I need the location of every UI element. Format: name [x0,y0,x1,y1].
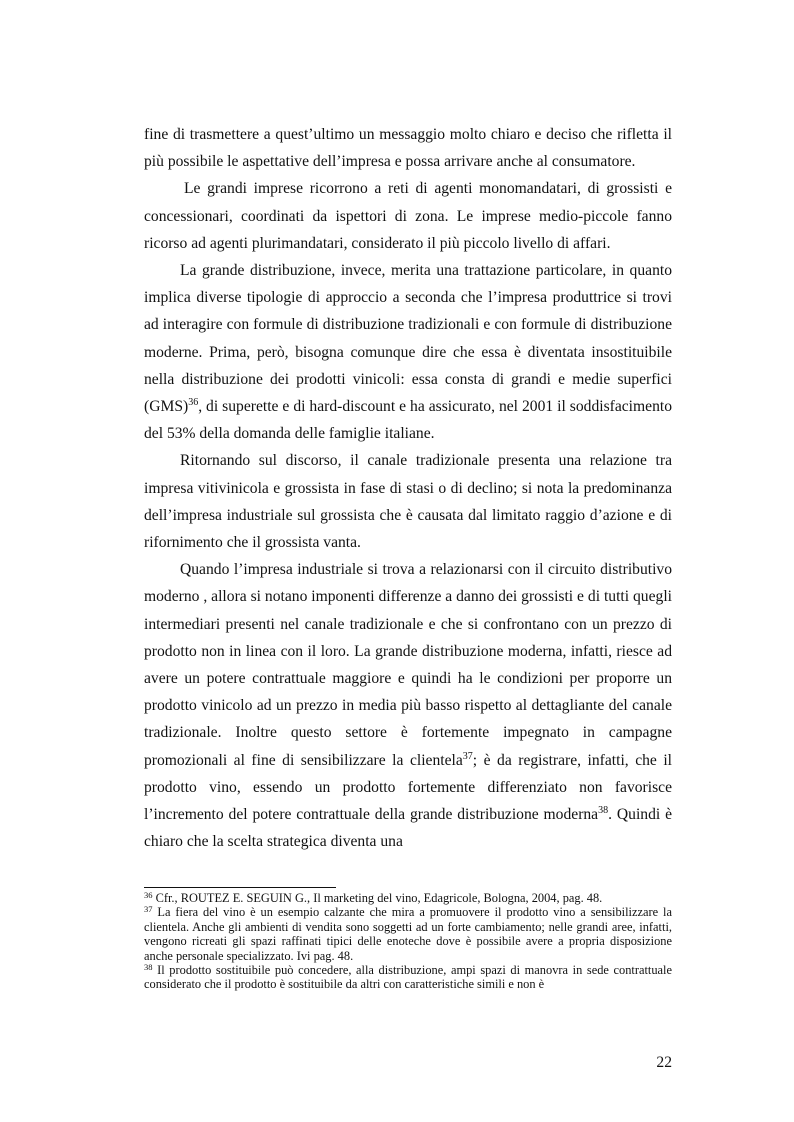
footnote-number: 38 [144,962,153,973]
paragraph: Le grandi imprese ricorrono a reti di agenti monomandatari, di grossisti e concessionari, coordinati da ispettori di zona. Le imprese medio-piccole fanno ricorso ad agenti plurimandatari, considerato il più piccolo livello di affari. [144,180,672,252]
footnote-ref[interactable]: 37 [462,750,473,762]
footnote-ref[interactable]: 36 [188,397,199,409]
footnote-ref[interactable]: 38 [598,805,609,817]
footnote-separator [144,887,336,888]
paragraph: La grande distribuzione, invece, merita una trattazione particolare, in quanto implica diverse tipologie di approccio a seconda che l’impresa produttrice si trovi ad interagire con formule di distribuzione tradizionali e con formule di distribuzione moderne. Prima, però, bisogna comunque dire che essa è diventata insostituibile nella distribuzione dei prodotti vinicoli: essa consta di grandi e medie superfici (GMS)$^{36}$, di superette e di hard-discount e ha assicurato, nel 2001 il soddisfacimento del 53% della domanda delle famiglie italiane. [144,262,672,443]
footnote: $^{38}$ Il prodotto sostituibile può concedere, alla distribuzione, ampi spazi di manovra in sede contrattuale considerato che il prodotto è sostituibile da altri con caratteristiche simili e non è [144,962,672,992]
page-number: 22 [656,1054,672,1071]
footnote-number: 37 [144,904,153,915]
paragraph: fine di trasmettere a quest’ultimo un messaggio molto chiaro e deciso che rifletta il più possibile le aspettative dell’impresa e possa arrivare anche al consumatore. [144,126,672,171]
footnote: $^{36}$ Cfr., ROUTEZ E. SEGUIN G., Il marketing del vino, Edagricole, Bologna, 2004, pag. 48. [144,890,603,905]
body-text [144,121,672,855]
footnotes [144,891,672,992]
paragraph: Ritornando sul discorso, il canale tradizionale presenta una relazione tra impresa vitivinicola e grossista in fase di stasi o di declino; si nota la predominanza dell’impresa industriale sul grossista che è causata dal limitato raggio d’azione e di rifornimento che il grossista vanta. [144,452,672,552]
footnote: $^{37}$ La fiera del vino è un esempio calzante che mira a promuovere il prodotto vino a sensibilizzare la clientela. Anche gli ambienti di vendita sono soggetti ad un forte cambiamento; nelle grandi aree, infatti, vengono ricreati gli spazi raffinati tipici delle enoteche dove è possibile avere a propria disposizione anche personale specializzato. Ivi pag. 48. [144,904,672,963]
paragraph: Quando l’impresa industriale si trova a relazionarsi con il circuito distributivo moderno , allora si notano imponenti differenze a danno dei grossisti e di tutti quegli intermediari presenti nel canale tradizionale e che si confrontano con un prezzo di prodotto non in linea con il loro. La grande distribuzione moderna, infatti, riesce ad avere un potere contrattuale maggiore e quindi ha le condizioni per proporre un prodotto vinicolo ad un prezzo in media più basso rispetto al dettagliante del canale tradizionale. Inoltre questo settore è fortemente impegnato in campagne promozionali al fine di sensibilizzare la clientela$^{37}$; è da registrare, infatti, che il prodotto vino, essendo un prodotto fortemente differenziato non favorisce l’incremento del potere contrattuale della grande distribuzione moderna$^{38}$. Quindi è chiaro che la scelta strategica diventa una [144,561,673,851]
footnote-number: 36 [144,890,153,900]
